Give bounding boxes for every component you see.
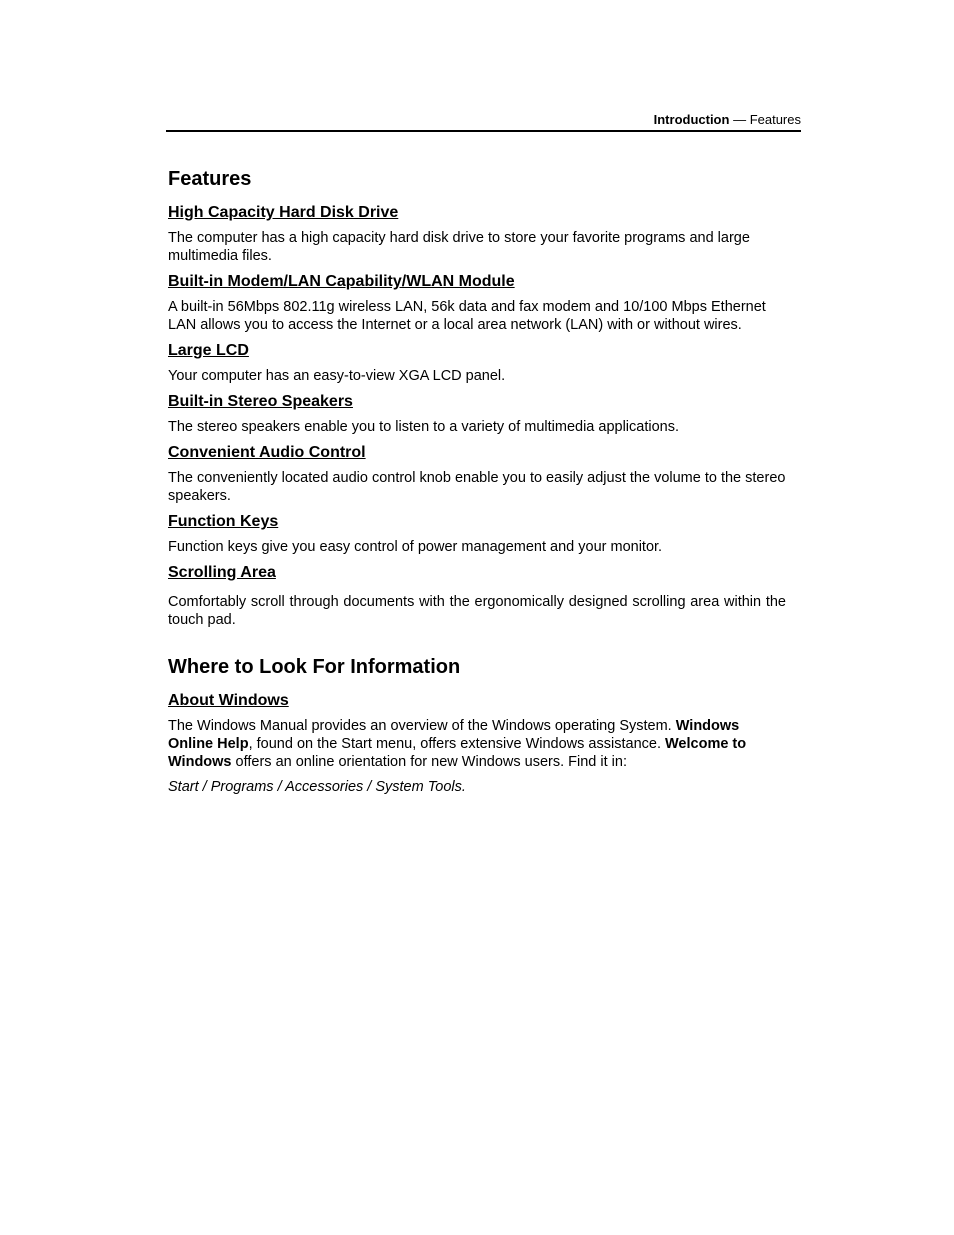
- feature-heading-modem-lan: Built-in Modem/LAN Capability/WLAN Module: [168, 273, 515, 290]
- info-title: Where to Look For Information: [168, 656, 461, 678]
- about-text-1: The Windows Manual provides an overview of the Windows operating System.: [168, 718, 676, 734]
- feature-heading-speakers: Built-in Stereo Speakers: [168, 393, 353, 410]
- about-bold-online-help: Windows Online Help: [168, 718, 740, 752]
- about-bold-welcome: Welcome to Windows: [168, 736, 747, 770]
- system-tools-path: Start / Programs / Accessories / System Tools.: [168, 779, 466, 795]
- about-windows-body: [168, 717, 786, 771]
- header-chapter: Introduction: [653, 112, 730, 127]
- running-header: [166, 112, 801, 132]
- header-section: Features: [749, 112, 801, 127]
- feature-heading-lcd: Large LCD: [168, 342, 249, 359]
- feature-body-function-keys: Function keys give you easy control of power management and your monitor.: [168, 539, 663, 555]
- feature-body-hard-disk: The computer has a high capacity hard disk drive to store your favorite programs and large multimedia files.: [168, 230, 750, 264]
- feature-body-lcd: Your computer has an easy-to-view XGA LCD panel.: [168, 368, 506, 384]
- feature-heading-scrolling: Scrolling Area: [168, 564, 276, 581]
- feature-body-audio: The conveniently located audio control knob enable you to easily adjust the volume to the stereo speakers.: [168, 470, 786, 504]
- feature-heading-function-keys: Function Keys: [168, 513, 279, 530]
- feature-body-speakers: The stereo speakers enable you to listen to a variety of multimedia applications.: [168, 419, 679, 435]
- feature-heading-hard-disk: High Capacity Hard Disk Drive: [168, 204, 399, 221]
- feature-body-modem-lan: A built-in 56Mbps 802.11g wireless LAN, 56k data and fax modem and 10/100 Mbps Ethernet LAN allows you to access the Internet or a local area network (LAN) with or without wires.: [168, 299, 766, 333]
- feature-heading-audio: Convenient Audio Control: [168, 444, 366, 461]
- page-content: [168, 166, 786, 803]
- feature-body-scrolling: Comfortably scroll through documents with the ergonomically designed scrolling area within the touch pad.: [168, 594, 786, 628]
- header-separator: —: [729, 112, 750, 127]
- about-text-2: , found on the Start menu, offers extensive Windows assistance.: [248, 736, 665, 752]
- features-title: Features: [168, 168, 252, 190]
- about-text-3: offers an online orientation for new Windows users. Find it in:: [231, 754, 627, 770]
- about-windows-heading: About Windows: [168, 692, 289, 709]
